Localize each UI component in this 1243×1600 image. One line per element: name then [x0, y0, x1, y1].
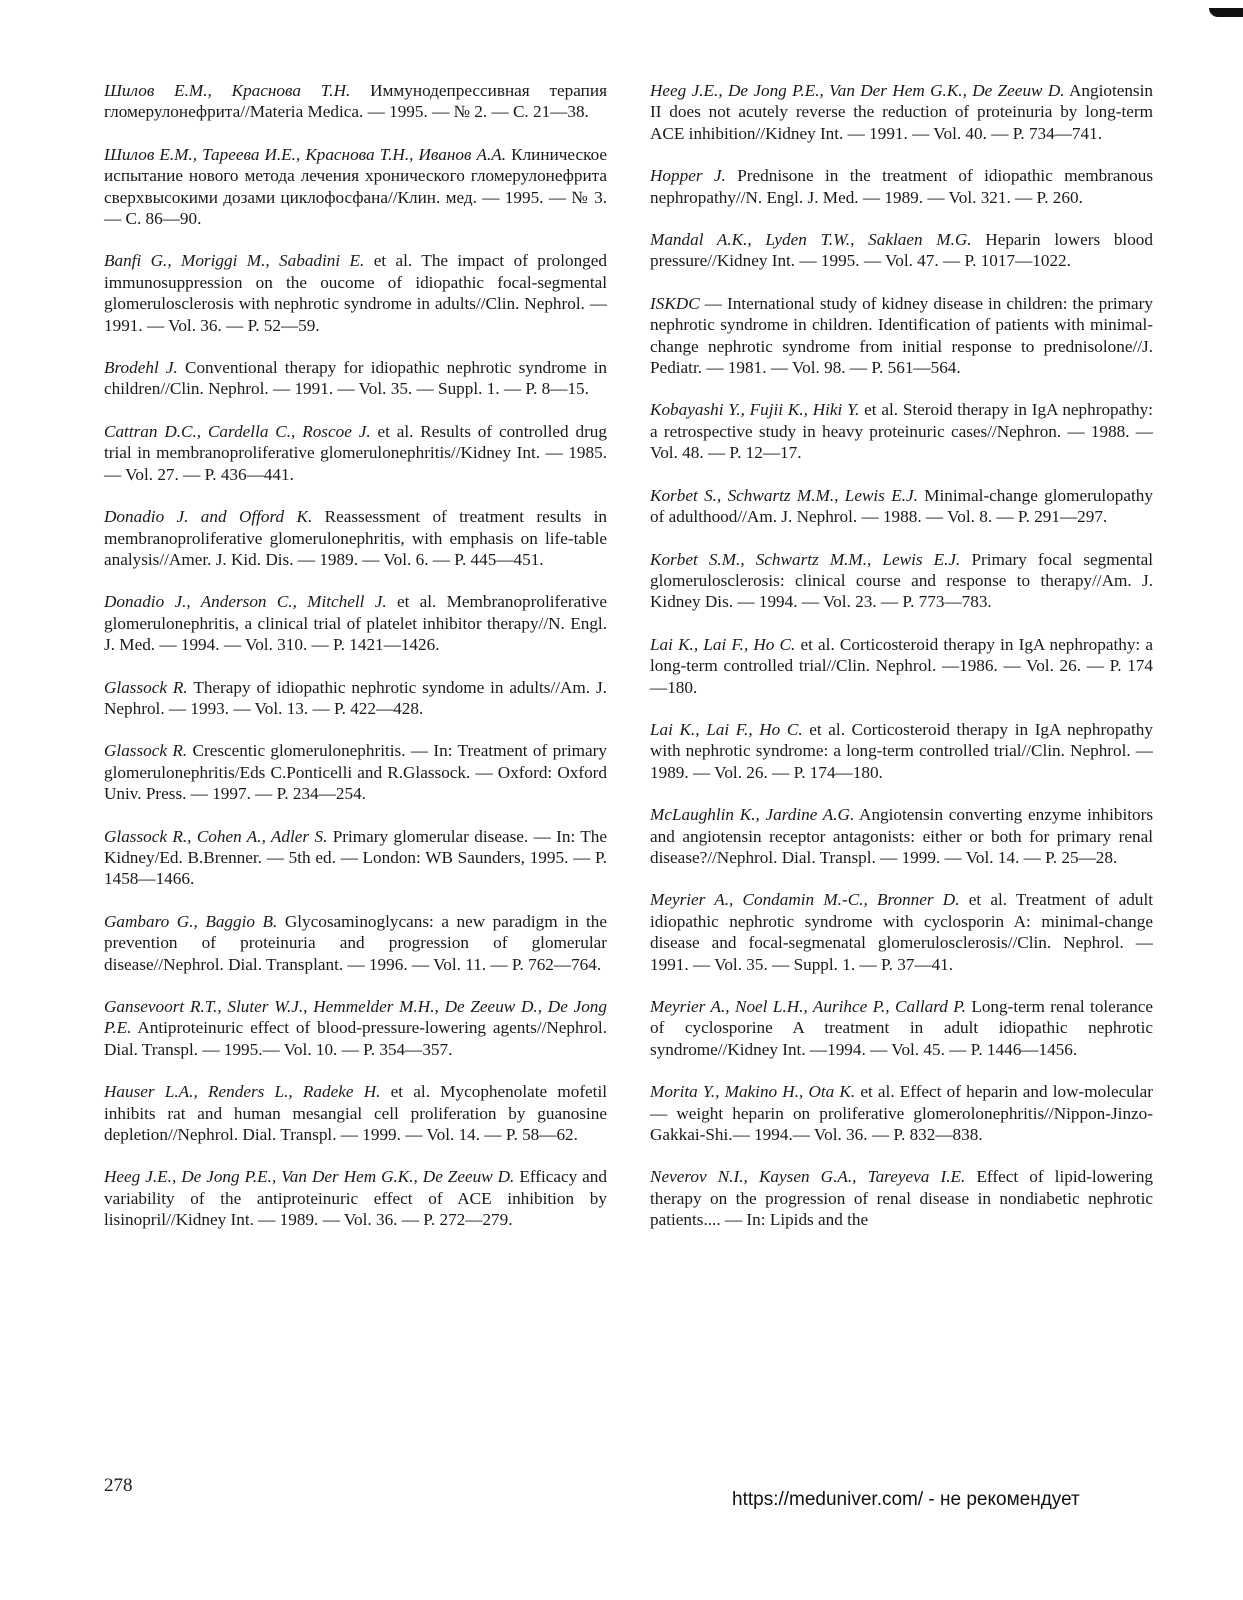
reference-authors: Gambaro G., Baggio B. — [104, 911, 278, 931]
reference-text: et al. Results of controlled drug trial in membranoproliferative glomerulonephritis//Kidney Int. — 1985. — Vol. 27. — P. 436—441. — [104, 421, 607, 484]
reference-entry — [650, 80, 1153, 144]
reference-entry — [650, 719, 1153, 783]
reference-authors: Korbet S., Schwartz M.M., Lewis E.J. — [650, 485, 918, 505]
references-right-column — [650, 80, 1153, 1252]
references-left-column — [104, 80, 607, 1252]
reference-text: et al. Treatment of adult idiopathic nephrotic syndrome with cyclosporin A: minimal-change disease and focal-segmenatal glomerulosclerosis//Clin. Nephrol. — 1991. — Vol. 35. — Suppl. 1. — P. 37—41. — [650, 890, 1154, 974]
reference-text: Effect of lipid-lowering therapy on the progression of renal disease in nondiabetic nephrotic patients.... — In: Lipids and the — [650, 1167, 1154, 1230]
reference-authors: Mandal A.K., Lyden T.W., Saklaen M.G. — [650, 230, 972, 250]
reference-entry — [650, 1081, 1153, 1145]
reference-text: Heparin lowers blood pressure//Kidney Int. — 1995. — Vol. 47. — P. 1017—1022. — [650, 230, 1153, 271]
reference-entry — [104, 740, 607, 804]
reference-entry — [650, 399, 1153, 463]
reference-entry — [104, 421, 607, 485]
reference-authors: Donadio J. and Offord K. — [104, 507, 313, 527]
reference-authors: Gansevoort R.T., Sluter W.J., Hemmelder M.H., De Zeeuw D., De Jong P.E. — [104, 997, 607, 1038]
reference-text: Reassessment of treatment results in membranoproliferative glomerulonephritis, with emphasis on life-table analysis//Amer. J. Kid. Dis. — 1989. — Vol. 6. — P. 445—451. — [104, 507, 607, 569]
reference-authors: Hopper J. — [650, 166, 726, 186]
reference-entry — [104, 996, 607, 1060]
page-number: 278 — [104, 1475, 133, 1496]
reference-entry — [104, 677, 607, 720]
reference-authors: Lai K., Lai F., Ho C. — [650, 719, 803, 739]
reference-text: Клиническое испытание нового метода лечения хронического гломерулонефрита сверхвысокими дозами циклофосфана//Клин. мед. — 1995. — № 3. — С. 86—90. — [104, 144, 607, 229]
reference-authors: Glassock R., Cohen A., Adler S. — [104, 826, 328, 846]
reference-text: et al. The impact of prolonged immunosuppression on the oucome of idiopathic focal-segmental glomerulosclerosis with nephrotic syndrome in adults//Clin. Nephrol. — 1991. — Vol. 36. — P. 52—59. — [104, 251, 607, 335]
reference-authors: Meyrier A., Noel L.H., Aurihce P., Callard P. — [650, 997, 966, 1016]
reference-text: Crescentic glomerulonephritis. — In: Treatment of primary glomerulonephritis/Eds C.Ponticelli and R.Glassock. — Oxford: Oxford Univ. Press. — 1997. — P. 234—254. — [104, 741, 608, 804]
reference-entry — [104, 250, 607, 336]
reference-authors: ISKDC — [650, 293, 700, 313]
reference-authors: Banfi G., Moriggi M., Sabadini E. — [104, 251, 365, 271]
reference-authors: Шилов Е.М., Краснова Т.Н. — [104, 81, 351, 100]
reference-text: Иммунодепрессивная терапия гломерулонефрита//Materia Medica. — 1995. — № 2. — С. 21—38. — [104, 81, 607, 122]
reference-authors: Neverov N.I., Kaysen G.A., Tareyeva I.E. — [650, 1167, 966, 1187]
reference-text: et al. Corticosteroid therapy in IgA nephropathy with nephrotic syndrome: a long-term controlled trial//Clin. Nephrol. — 1989. — Vol. 26. — P. 174—180. — [650, 719, 1153, 782]
reference-entry — [650, 996, 1153, 1060]
reference-entry — [650, 165, 1153, 208]
reference-entry — [104, 80, 607, 123]
reference-text: Angiotensin II does not acutely reverse the reduction of proteinuria by long-term ACE inhibition//Kidney Int. — 1991. — Vol. 40. — P. 734—741. — [650, 81, 1153, 143]
reference-text: Primary focal segmental glomerulosclerosis: clinical course and response to therapy//Am. J. Kidney Dis. — 1994. — Vol. 23. — P. 773—783. — [650, 549, 1154, 612]
reference-text: et al. Mycophenolate mofetil inhibits rat and human mesangial cell proliferation by guanosine depletion//Nephrol. Dial. Transpl. — 1999. — Vol. 14. — P. 58—62. — [104, 1082, 608, 1145]
reference-text: Prednisone in the treatment of idiopathic membranous nephropathy//N. Engl. J. Med. — 1989. — Vol. 321. — P. 260. — [650, 166, 1154, 207]
reference-text: Long-term renal tolerance of cyclosporine A treatment in adult idiopathic nephrotic syndrome//Kidney Int. —1994. — Vol. 45. — P. 1446—1456. — [650, 997, 1154, 1059]
reference-text: et al. Steroid therapy in IgA nephropathy: a retrospective study in heavy proteinuric cases//Nephron. — 1988. — Vol. 48. — P. 12—17. — [650, 400, 1154, 463]
reference-entry — [104, 357, 607, 400]
reference-authors: Meyrier A., Condamin M.-C., Bronner D. — [650, 890, 960, 910]
reference-authors: Kobayashi Y., Fujii K., Hiki Y. — [650, 400, 860, 420]
reference-entry — [650, 549, 1153, 613]
reference-entry — [650, 889, 1153, 975]
reference-text: et al. Corticosteroid therapy in IgA nephropathy: a long-term controlled trial//Clin. Nephrol. —1986. — Vol. 26. — P. 174—180. — [650, 634, 1153, 697]
reference-authors: Morita Y., Makino H., Ota K. — [650, 1082, 856, 1102]
reference-authors: Heeg J.E., De Jong P.E., Van Der Hem G.K., De Zeeuw D. — [104, 1167, 515, 1187]
reference-authors: Brodehl J. — [104, 358, 178, 378]
reference-authors: Lai K., Lai F., Ho C. — [650, 634, 796, 654]
reference-entry — [104, 911, 607, 975]
reference-authors: McLaughlin K., Jardine A.G. — [650, 805, 855, 825]
reference-entry — [650, 229, 1153, 272]
reference-entry — [650, 1166, 1153, 1230]
reference-text: Efficacy and variability of the antiproteinuric effect of ACE inhibition by lisinopril//Kidney Int. — 1989. — Vol. 36. — P. 272—279. — [104, 1167, 607, 1230]
reference-text: Conventional therapy for idiopathic nephrotic syndrome in children//Clin. Nephrol. — 1991. — Vol. 35. — Suppl. 1. — P. 8—15. — [104, 358, 607, 399]
corner-mark — [1209, 8, 1243, 17]
reference-authors: Cattran D.C., Cardella C., Roscoe J. — [104, 421, 371, 441]
reference-text: Primary glomerular disease. — In: The Kidney/Ed. B.Brenner. — 5th ed. — London: WB Saunders, 1995. — P. 1458—1466. — [104, 826, 607, 889]
reference-text: Minimal-change glomerulopathy of adulthood//Am. J. Nephrol. — 1988. — Vol. 8. — P. 291—297. — [650, 485, 1153, 527]
reference-authors: Glassock R. — [104, 741, 188, 761]
watermark-url: https://meduniver.com/ - не рекомендует — [732, 1489, 1080, 1510]
reference-text: Antiproteinuric effect of blood-pressure-lowering agents//Nephrol. Dial. Transpl. — 1995.— Vol. 10. — P. 354—357. — [104, 1018, 607, 1059]
reference-entry — [104, 826, 607, 890]
reference-entry — [104, 506, 607, 570]
reference-text: — International study of kidney disease in children: the primary nephrotic syndrome in children. Identification of patients with minimal-change nephrotic syndrome from initial response to prednisolone//J. Pediatr. — 1981. — Vol. 98. — P. 561—564. — [650, 293, 1154, 378]
reference-text: et al. Effect of heparin and low-molecular — weight heparin on proliferative glomerolonephritis//Nippon-Jinzo-Gakkai-Shi.— 1994.— Vol. 36. — P. 832—838. — [650, 1082, 1154, 1145]
reference-authors: Glassock R. — [104, 677, 188, 697]
reference-entry — [104, 1081, 607, 1145]
reference-entry — [104, 591, 607, 655]
reference-entry — [650, 485, 1153, 528]
reference-text: Angiotensin converting enzyme inhibitors and angiotensin receptor antagonists: either or both for primary renal disease?//Nephrol. Dial. Transpl. — 1999. — Vol. 14. — P. 25—28. — [650, 805, 1154, 867]
reference-entry — [104, 1166, 607, 1230]
reference-text: Therapy of idiopathic nephrotic syndome in adults//Am. J. Nephrol. — 1993. — Vol. 13. — P. 422—428. — [104, 677, 607, 718]
reference-entry — [650, 804, 1153, 868]
reference-text: et al. Membranoproliferative glomerulonephritis, a clinical trial of platelet inhibitor therapy//N. Engl. J. Med. — 1994. — Vol. 310. — P. 1421—1426. — [104, 592, 607, 655]
reference-entry — [650, 634, 1153, 698]
reference-authors: Шилов Е.М., Тареева И.Е., Краснова Т.Н., Иванов А.А. — [104, 144, 507, 164]
reference-entry — [650, 293, 1153, 379]
reference-authors: Korbet S.M., Schwartz M.M., Lewis E.J. — [650, 549, 961, 569]
reference-text: Glycosaminoglycans: a new paradigm in the prevention of proteinuria and progression of glomerular disease//Nephrol. Dial. Transplant. — 1996. — Vol. 11. — P. 762—764. — [104, 911, 608, 974]
reference-authors: Heeg J.E., De Jong P.E., Van Der Hem G.K., De Zeeuw D. — [650, 81, 1065, 100]
reference-authors: Hauser L.A., Renders L., Radeke H. — [104, 1082, 381, 1102]
reference-entry — [104, 144, 607, 230]
reference-authors: Donadio J., Anderson C., Mitchell J. — [104, 592, 387, 612]
